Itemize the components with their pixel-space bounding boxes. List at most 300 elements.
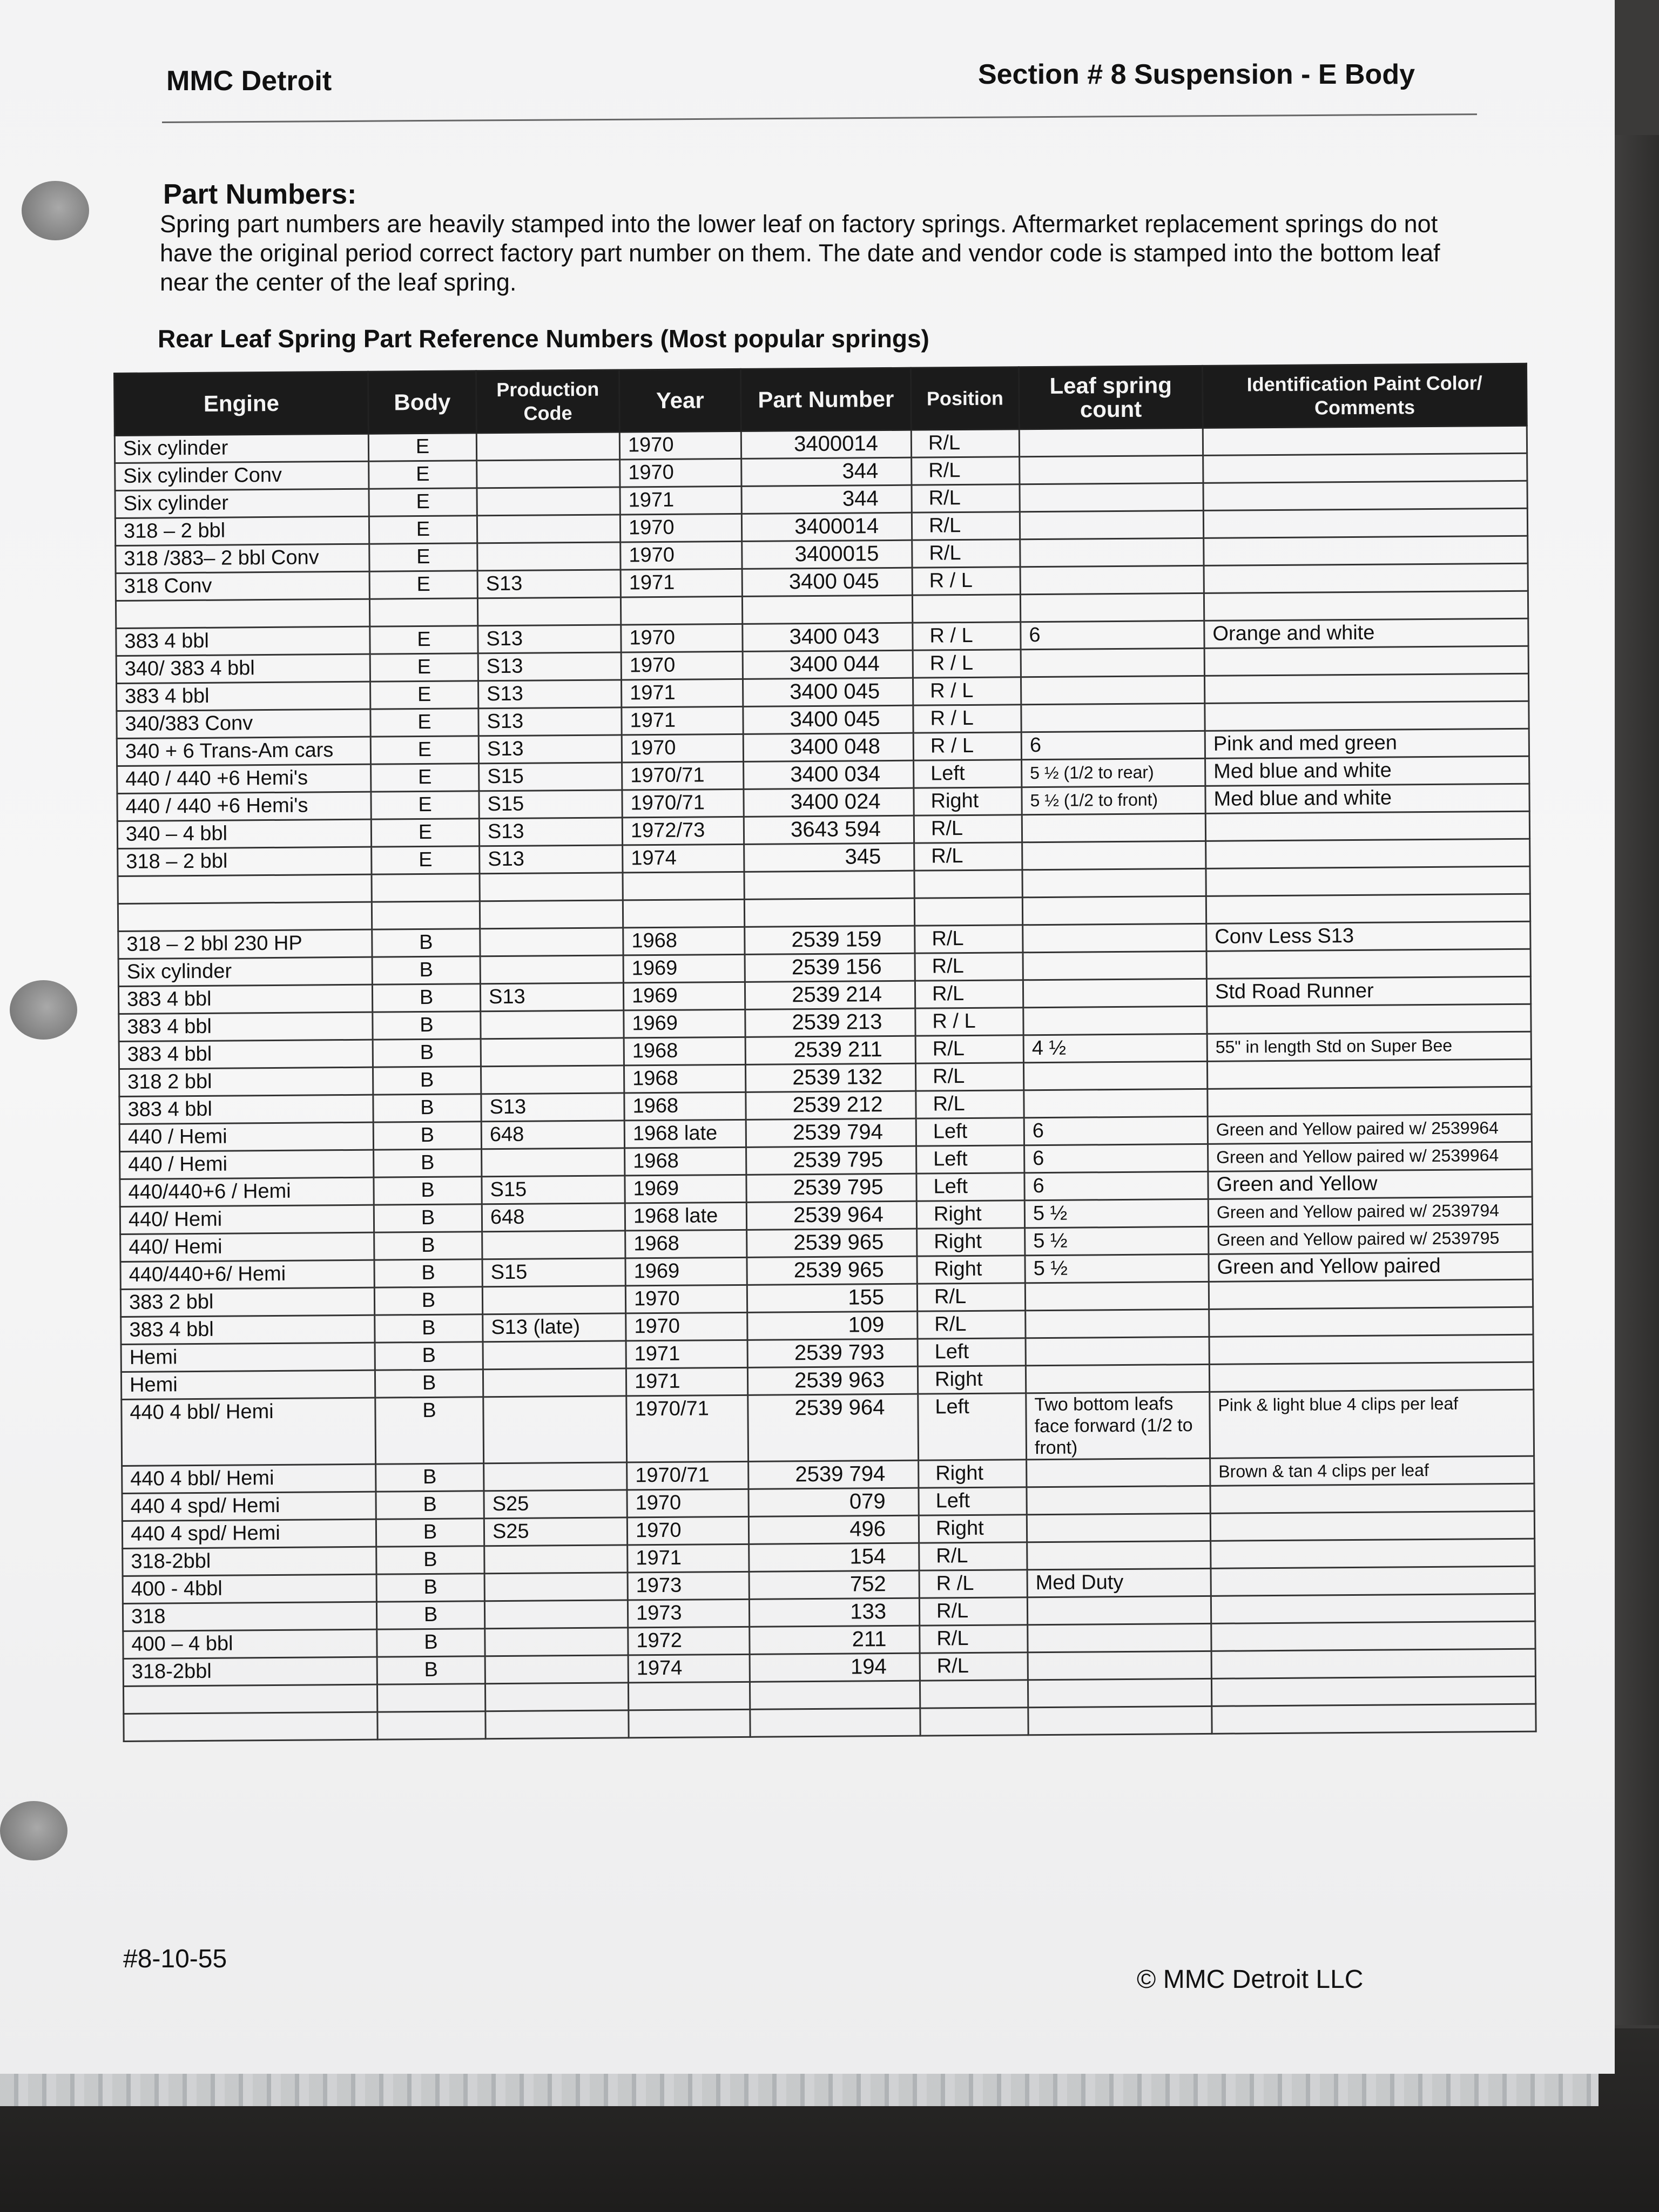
comment-cell bbox=[1210, 1483, 1534, 1513]
position-cell: Left bbox=[916, 1145, 1024, 1174]
year-cell: 1972/73 bbox=[622, 817, 744, 845]
leaf-count-cell: 6 bbox=[1024, 1171, 1208, 1200]
part-number-cell: 3400014 bbox=[741, 430, 911, 458]
production-code-cell bbox=[477, 597, 621, 626]
leaf-count-cell: 6 bbox=[1021, 621, 1204, 649]
production-code-cell: S13 bbox=[481, 1093, 624, 1122]
production-code-cell: S15 bbox=[482, 1176, 625, 1204]
position-cell: R/L bbox=[915, 1063, 1023, 1091]
position-cell: R / L bbox=[915, 1008, 1023, 1036]
position-cell: Right bbox=[916, 1201, 1024, 1229]
engine-cell: 318 /383– 2 bbl Conv bbox=[116, 544, 369, 573]
body-cell: B bbox=[376, 1491, 484, 1519]
year-cell: 1971 bbox=[628, 1544, 749, 1573]
comment-cell bbox=[1211, 1621, 1535, 1651]
production-code-cell bbox=[480, 900, 623, 929]
production-code-cell bbox=[484, 1573, 628, 1601]
body-cell: E bbox=[370, 653, 478, 682]
engine-cell: 318 bbox=[123, 1602, 376, 1631]
production-code-cell bbox=[482, 1231, 625, 1259]
production-code-cell: S13 bbox=[478, 707, 622, 736]
position-cell: Right bbox=[919, 1460, 1027, 1488]
engine-cell: 400 - 4bbl bbox=[123, 1574, 376, 1603]
part-number-cell: 3400 045 bbox=[742, 568, 912, 596]
engine-cell: 440 4 bbl/ Hemi bbox=[122, 1398, 376, 1466]
leaf-count-cell bbox=[1027, 1541, 1211, 1569]
engine-cell bbox=[123, 1684, 377, 1714]
comment-cell bbox=[1203, 508, 1527, 538]
year-cell: 1969 bbox=[623, 982, 745, 1010]
production-code-cell: S15 bbox=[479, 763, 622, 791]
position-cell: R/L bbox=[919, 1542, 1027, 1570]
part-number-cell bbox=[750, 1708, 920, 1737]
leaf-count-cell: 5 ½ (1/2 to rear) bbox=[1022, 758, 1205, 787]
production-code-cell bbox=[485, 1683, 628, 1711]
part-number-cell bbox=[750, 1681, 920, 1709]
body-cell: B bbox=[372, 956, 480, 984]
engine-cell: 383 4 bbl bbox=[118, 984, 372, 1014]
col-part-number: Part Number bbox=[740, 368, 911, 431]
part-number-cell: 2539 964 bbox=[748, 1394, 919, 1461]
year-cell: 1968 late bbox=[624, 1120, 746, 1148]
body-cell: B bbox=[376, 1601, 484, 1629]
engine-cell: 318 – 2 bbl bbox=[115, 516, 369, 545]
part-number-cell bbox=[742, 595, 912, 624]
leaf-count-cell bbox=[1028, 1706, 1212, 1735]
body-cell: B bbox=[377, 1656, 485, 1684]
production-code-cell bbox=[480, 873, 623, 901]
position-cell: R/L bbox=[920, 1625, 1028, 1653]
year-cell: 1970 bbox=[627, 1516, 748, 1545]
production-code-cell: S13 (late) bbox=[483, 1313, 626, 1342]
production-code-cell bbox=[477, 515, 620, 543]
comment-cell bbox=[1206, 949, 1530, 979]
production-code-cell bbox=[477, 487, 620, 516]
comment-cell bbox=[1206, 839, 1530, 868]
leaf-count-cell bbox=[1022, 896, 1206, 925]
comment-cell bbox=[1204, 591, 1528, 621]
body-cell: E bbox=[368, 433, 476, 461]
year-cell bbox=[628, 1682, 750, 1710]
position-cell: Right bbox=[917, 1228, 1025, 1256]
body-cell: E bbox=[369, 543, 477, 571]
body-cell: B bbox=[375, 1314, 483, 1343]
body-cell: B bbox=[375, 1370, 483, 1398]
leaf-count-cell bbox=[1020, 455, 1203, 484]
position-cell bbox=[914, 870, 1022, 898]
leaf-count-cell bbox=[1019, 428, 1203, 456]
leaf-count-cell bbox=[1027, 1513, 1210, 1542]
position-cell: R/L bbox=[914, 842, 1022, 871]
comment-cell bbox=[1206, 866, 1530, 896]
body-cell: E bbox=[370, 736, 478, 764]
production-code-cell bbox=[481, 1038, 624, 1067]
position-cell: R / L bbox=[913, 677, 1021, 705]
body-cell: E bbox=[369, 461, 477, 489]
part-number-cell bbox=[744, 898, 914, 927]
body-cell: B bbox=[373, 1039, 481, 1067]
position-cell: R/L bbox=[920, 1653, 1028, 1681]
comment-cell bbox=[1209, 1279, 1533, 1309]
engine-cell: 383 4 bbl bbox=[117, 682, 370, 711]
year-cell: 1970/71 bbox=[622, 761, 744, 790]
year-cell bbox=[623, 872, 744, 900]
production-code-cell bbox=[476, 432, 619, 461]
production-code-cell: S13 bbox=[477, 570, 621, 598]
part-number-cell: 133 bbox=[749, 1598, 919, 1627]
body-cell: E bbox=[370, 709, 478, 737]
engine-cell: 440 / 440 +6 Hemi's bbox=[117, 764, 371, 793]
year-cell: 1968 bbox=[625, 1147, 746, 1176]
position-cell: R /L bbox=[919, 1570, 1027, 1598]
leaf-count-cell bbox=[1024, 1089, 1208, 1117]
comment-cell: Med blue and white bbox=[1205, 784, 1529, 813]
leaf-count-cell bbox=[1023, 1061, 1207, 1090]
position-cell: Left bbox=[918, 1393, 1027, 1460]
part-number-cell: 2539 159 bbox=[745, 926, 915, 954]
leaf-count-cell bbox=[1020, 483, 1203, 511]
engine-cell: 318-2bbl bbox=[123, 1547, 376, 1576]
position-cell: R / L bbox=[913, 650, 1021, 678]
body-cell: E bbox=[370, 626, 478, 654]
leaf-count-cell bbox=[1026, 1364, 1209, 1393]
year-cell bbox=[623, 899, 744, 928]
part-number-cell: 2539 795 bbox=[746, 1174, 916, 1202]
leaf-count-cell: 6 bbox=[1021, 731, 1205, 759]
body-cell: E bbox=[371, 791, 479, 819]
year-cell bbox=[629, 1709, 750, 1738]
engine-cell: 383 2 bbl bbox=[120, 1287, 374, 1317]
part-number-cell: 3400 044 bbox=[743, 650, 913, 679]
year-cell: 1968 late bbox=[625, 1202, 746, 1231]
leaf-count-cell bbox=[1020, 565, 1204, 594]
part-number-cell: 2539 963 bbox=[747, 1366, 918, 1395]
comment-cell bbox=[1209, 1307, 1533, 1337]
production-code-cell: 648 bbox=[481, 1121, 624, 1149]
production-code-cell: S25 bbox=[484, 1490, 627, 1519]
engine-cell bbox=[116, 599, 369, 628]
part-number-cell: 2539 794 bbox=[748, 1460, 919, 1489]
part-number-cell: 2539 965 bbox=[747, 1256, 917, 1285]
engine-cell: 440/440+6 / Hemi bbox=[120, 1177, 374, 1206]
comment-cell bbox=[1207, 1004, 1531, 1034]
engine-cell: 383 4 bbl bbox=[119, 1095, 373, 1124]
year-cell: 1970 bbox=[620, 514, 741, 542]
year-cell: 1970 bbox=[621, 541, 742, 570]
header-divider bbox=[162, 113, 1477, 123]
body-cell: B bbox=[373, 1094, 481, 1122]
engine-cell: 440 4 bbl/ Hemi bbox=[122, 1464, 376, 1493]
body-cell: E bbox=[372, 846, 480, 874]
engine-cell: 318-2bbl bbox=[123, 1657, 377, 1686]
production-code-cell: S13 bbox=[478, 735, 622, 764]
part-number-cell: 2539 793 bbox=[747, 1339, 918, 1367]
engine-cell: 440/ Hemi bbox=[120, 1205, 374, 1234]
year-cell: 1974 bbox=[628, 1654, 750, 1683]
position-cell: Left bbox=[919, 1487, 1027, 1515]
production-code-cell bbox=[481, 1065, 624, 1094]
year-cell bbox=[621, 596, 742, 625]
leaf-count-cell bbox=[1027, 1596, 1211, 1624]
intro-text: Spring part numbers are heavily stamped into the lower leaf on factory springs. Aftermarket replacement springs do not have the original period correct factory part number on them. The date and vendor code is stamped into the bottom leaf near the center of the leaf spring. bbox=[160, 210, 1440, 296]
position-cell: R/L bbox=[915, 953, 1023, 981]
production-code-cell bbox=[483, 1341, 626, 1370]
production-code-cell bbox=[481, 1010, 624, 1039]
production-code-cell bbox=[482, 1148, 625, 1177]
leaf-count-cell bbox=[1022, 841, 1206, 869]
body-cell: E bbox=[369, 516, 477, 544]
copyright: © MMC Detroit LLC bbox=[1137, 1965, 1364, 1994]
leaf-count-cell: 4 ½ bbox=[1023, 1034, 1207, 1062]
comment-cell bbox=[1209, 1334, 1533, 1364]
binder-hole bbox=[10, 980, 77, 1040]
position-cell: Right bbox=[918, 1366, 1026, 1394]
header-section: Section # 8 Suspension - E Body bbox=[977, 59, 1415, 90]
engine-cell bbox=[118, 874, 372, 903]
body-cell: E bbox=[369, 488, 477, 516]
year-cell: 1970 bbox=[622, 734, 743, 763]
table-body bbox=[114, 426, 1536, 1741]
part-number-cell bbox=[744, 871, 914, 899]
comment-cell bbox=[1211, 1649, 1535, 1678]
part-number-cell: 3400 043 bbox=[743, 623, 913, 651]
position-cell: R/L bbox=[912, 539, 1020, 568]
body-cell bbox=[369, 598, 477, 626]
body-cell: B bbox=[374, 1149, 482, 1177]
comment-cell bbox=[1206, 894, 1530, 923]
body-cell: B bbox=[373, 1011, 481, 1040]
year-cell: 1970/71 bbox=[626, 1395, 748, 1462]
comment-cell: 55" in length Std on Super Bee bbox=[1207, 1031, 1531, 1061]
engine-cell: 340/ 383 4 bbl bbox=[116, 654, 370, 683]
production-code-cell bbox=[484, 1600, 628, 1629]
part-number-cell: 2539 795 bbox=[746, 1146, 916, 1175]
production-code-cell: S25 bbox=[484, 1518, 627, 1546]
year-cell: 1970 bbox=[620, 458, 741, 487]
part-number-cell: 2539 212 bbox=[746, 1091, 916, 1120]
engine-cell: 383 4 bbl bbox=[121, 1315, 375, 1344]
comment-cell bbox=[1209, 1362, 1533, 1392]
part-number-cell: 3400015 bbox=[742, 540, 912, 569]
year-cell: 1968 bbox=[625, 1230, 747, 1258]
body-cell bbox=[377, 1711, 485, 1739]
comment-cell: Med blue and white bbox=[1205, 756, 1529, 786]
body-cell: B bbox=[374, 1232, 482, 1260]
leaf-count-cell bbox=[1020, 510, 1203, 539]
engine-cell: 400 – 4 bbl bbox=[123, 1629, 377, 1658]
year-cell: 1970 bbox=[625, 1285, 747, 1313]
col-comments: Identification Paint Color/ Comments bbox=[1202, 363, 1527, 428]
position-cell: R/L bbox=[912, 484, 1020, 512]
part-number-cell: 2539 213 bbox=[745, 1008, 915, 1037]
leaf-count-cell bbox=[1027, 1458, 1210, 1487]
table-title: Rear Leaf Spring Part Reference Numbers (Most popular springs) bbox=[158, 325, 929, 353]
production-code-cell: S13 bbox=[478, 680, 622, 709]
production-code-cell bbox=[484, 1545, 628, 1574]
position-cell: R/L bbox=[912, 512, 1020, 540]
comment-cell bbox=[1203, 426, 1527, 455]
table-header-row bbox=[114, 363, 1527, 435]
comment-cell bbox=[1203, 481, 1527, 510]
leaf-count-cell bbox=[1026, 1309, 1209, 1338]
body-cell: B bbox=[372, 984, 480, 1012]
leaf-count-cell bbox=[1023, 951, 1206, 980]
comment-cell bbox=[1205, 811, 1529, 841]
engine-cell: Hemi bbox=[121, 1343, 375, 1372]
part-number-cell: 3400014 bbox=[741, 512, 912, 541]
comment-cell: Green and Yellow paired w/ 2539964 bbox=[1208, 1114, 1532, 1144]
production-code-cell: S15 bbox=[479, 790, 622, 819]
part-number-cell: 345 bbox=[744, 843, 914, 872]
engine-cell: Six cylinder Conv bbox=[115, 461, 369, 490]
year-cell: 1968 bbox=[624, 1092, 746, 1121]
leaf-count-cell bbox=[1020, 538, 1204, 567]
production-code-cell: S15 bbox=[482, 1258, 625, 1287]
part-number-cell: 194 bbox=[750, 1653, 920, 1682]
position-cell: Left bbox=[914, 760, 1022, 788]
leaf-count-cell: 5 ½ (1/2 to front) bbox=[1022, 786, 1205, 814]
year-cell: 1971 bbox=[620, 486, 741, 515]
comment-cell bbox=[1211, 1594, 1535, 1623]
col-year: Year bbox=[619, 369, 741, 432]
engine-cell: 318 – 2 bbl bbox=[118, 847, 372, 876]
leaf-count-cell: Med Duty bbox=[1027, 1568, 1211, 1597]
engine-cell: 318 Conv bbox=[116, 571, 369, 601]
production-code-cell bbox=[485, 1710, 629, 1739]
leaf-count-cell: 6 bbox=[1024, 1144, 1208, 1172]
comment-cell bbox=[1208, 1087, 1532, 1116]
production-code-cell: 648 bbox=[482, 1203, 625, 1232]
year-cell: 1970 bbox=[619, 431, 741, 460]
part-number-cell: 2539 965 bbox=[747, 1229, 917, 1257]
body-cell: E bbox=[370, 681, 478, 709]
binder-hole bbox=[0, 1801, 68, 1860]
position-cell: Right bbox=[919, 1515, 1027, 1543]
position-cell: Left bbox=[916, 1118, 1024, 1146]
production-code-cell: S13 bbox=[478, 625, 621, 653]
comment-cell bbox=[1212, 1704, 1536, 1734]
engine-cell: 383 4 bbl bbox=[119, 1012, 373, 1041]
part-number-cell: 3400 048 bbox=[743, 733, 913, 761]
year-cell: 1972 bbox=[628, 1627, 750, 1655]
body-cell bbox=[377, 1684, 485, 1712]
comment-cell: Green and Yellow paired w/ 2539964 bbox=[1208, 1142, 1532, 1171]
engine-cell bbox=[118, 902, 372, 931]
position-cell: R / L bbox=[913, 732, 1021, 760]
leaf-count-cell bbox=[1021, 703, 1205, 732]
comment-cell bbox=[1204, 673, 1528, 703]
production-code-cell bbox=[483, 1396, 627, 1464]
engine-cell: 440 4 spd/ Hemi bbox=[122, 1492, 376, 1521]
body-cell: B bbox=[375, 1397, 484, 1464]
engine-cell: 340 + 6 Trans-Am cars bbox=[117, 737, 370, 766]
part-number-cell: 2539 794 bbox=[746, 1118, 916, 1147]
comment-cell: Brown & tan 4 clips per leaf bbox=[1210, 1456, 1534, 1486]
engine-cell: Six cylinder bbox=[115, 489, 369, 518]
part-number-cell: 2539 964 bbox=[746, 1201, 916, 1230]
comment-cell bbox=[1211, 1539, 1535, 1568]
leaf-count-cell bbox=[1020, 593, 1204, 622]
year-cell: 1970 bbox=[621, 624, 743, 652]
page-number: #8-10-55 bbox=[123, 1945, 227, 1973]
comment-cell bbox=[1211, 1566, 1535, 1596]
position-cell: Right bbox=[914, 787, 1022, 815]
part-number-cell: 2539 211 bbox=[745, 1036, 915, 1064]
col-production-code: Production Code bbox=[476, 370, 619, 433]
part-number-cell: 079 bbox=[748, 1488, 919, 1516]
comment-cell bbox=[1210, 1511, 1534, 1541]
leaf-count-cell bbox=[1028, 1651, 1211, 1680]
comment-cell: Green and Yellow bbox=[1208, 1169, 1532, 1199]
production-code-cell bbox=[480, 955, 623, 984]
year-cell: 1969 bbox=[625, 1257, 747, 1286]
part-number-cell: 3400 024 bbox=[744, 788, 914, 817]
comment-cell bbox=[1211, 1676, 1535, 1706]
engine-cell: Six cylinder bbox=[114, 434, 368, 463]
body-cell bbox=[372, 901, 480, 929]
year-cell: 1973 bbox=[628, 1572, 749, 1600]
binder-hole bbox=[22, 181, 89, 240]
engine-cell: 318 – 2 bbl 230 HP bbox=[118, 929, 372, 959]
year-cell: 1970 bbox=[627, 1489, 748, 1518]
position-cell bbox=[912, 595, 1020, 623]
position-cell: Left bbox=[916, 1173, 1024, 1201]
comment-cell bbox=[1203, 453, 1527, 483]
leaf-count-cell bbox=[1028, 1623, 1211, 1652]
part-number-cell: 344 bbox=[741, 485, 912, 514]
leaf-count-cell bbox=[1023, 1006, 1207, 1035]
production-code-cell bbox=[485, 1655, 628, 1684]
position-cell: Left bbox=[918, 1338, 1026, 1366]
production-code-cell bbox=[484, 1462, 627, 1491]
leaf-count-cell: 5 ½ bbox=[1025, 1226, 1209, 1255]
position-cell: R / L bbox=[913, 622, 1021, 650]
body-cell: E bbox=[369, 571, 477, 599]
year-cell: 1969 bbox=[624, 1009, 745, 1038]
leaf-spring-table bbox=[113, 363, 1537, 1742]
comment-cell: Pink and med green bbox=[1205, 729, 1529, 758]
position-cell: R/L bbox=[919, 1597, 1027, 1626]
engine-cell: 340 – 4 bbl bbox=[117, 819, 371, 848]
body-cell bbox=[372, 874, 480, 902]
intro-title: Part Numbers: bbox=[163, 179, 357, 210]
comment-cell: Std Road Runner bbox=[1206, 976, 1530, 1006]
body-cell: B bbox=[374, 1204, 482, 1232]
year-cell: 1968 bbox=[624, 1064, 745, 1093]
production-code-cell: S13 bbox=[480, 845, 623, 874]
leaf-count-cell bbox=[1026, 1337, 1209, 1365]
year-cell: 1970/71 bbox=[622, 789, 744, 818]
engine-cell: 440/440+6/ Hemi bbox=[120, 1260, 374, 1289]
comment-cell: Conv Less S13 bbox=[1206, 921, 1530, 951]
year-cell: 1968 bbox=[623, 927, 745, 955]
engine-cell: 440 / 440 +6 Hemi's bbox=[117, 792, 371, 821]
comment-cell: Green and Yellow paired bbox=[1209, 1252, 1533, 1282]
header-company: MMC Detroit bbox=[166, 65, 332, 97]
engine-cell: 340/383 Conv bbox=[117, 709, 370, 738]
engine-cell: 440/ Hemi bbox=[120, 1232, 374, 1262]
col-position: Position bbox=[911, 367, 1019, 430]
production-code-cell bbox=[477, 542, 621, 571]
leaf-count-cell bbox=[1021, 676, 1204, 704]
comment-cell: Green and Yellow paired w/ 2539795 bbox=[1209, 1224, 1533, 1254]
position-cell: R/L bbox=[915, 1035, 1023, 1063]
position-cell: R/L bbox=[918, 1311, 1026, 1339]
production-code-cell bbox=[480, 928, 623, 956]
comment-cell bbox=[1204, 563, 1528, 593]
leaf-count-cell bbox=[1025, 1282, 1209, 1310]
engine-cell: Hemi bbox=[121, 1370, 375, 1399]
